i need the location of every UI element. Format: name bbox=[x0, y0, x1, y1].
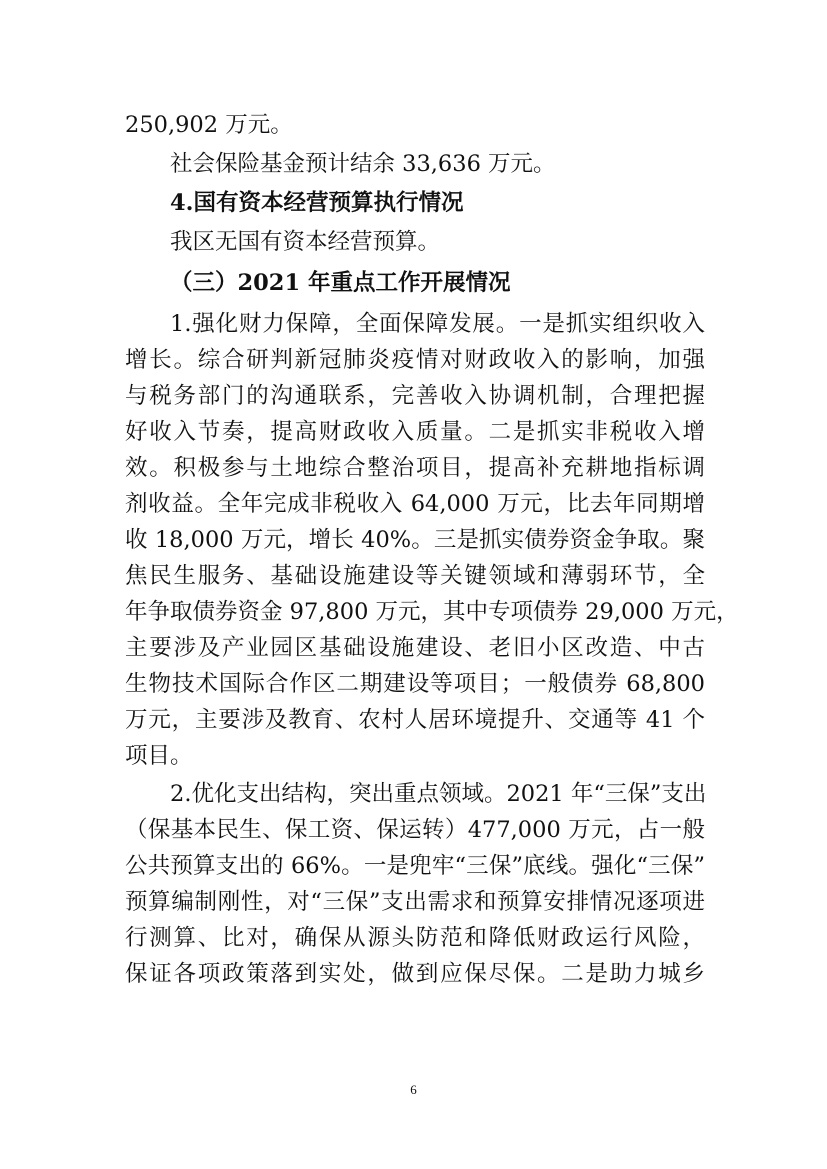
section-heading: 4.国有资本经营预算执行情况 bbox=[170, 190, 464, 216]
text-line: 保证各项政策落到实处，做到应保尽保。二是助力城乡 bbox=[125, 961, 705, 987]
text-line: 焦民生服务、基础设施建设等关键领域和薄弱环节，全 bbox=[125, 563, 705, 589]
text-line: 行测算、比对，确保从源头防范和降低财政运行风险， bbox=[125, 925, 705, 951]
text-line: 主要涉及产业园区基础设施建设、老旧小区改造、中古 bbox=[125, 635, 705, 661]
text-line: 社会保险基金预计结余 33,636 万元。 bbox=[170, 151, 556, 177]
text-line: 250,902 万元。 bbox=[125, 112, 293, 138]
text-line: 1.强化财力保障，全面保障发展。一是抓实组织收入 bbox=[170, 311, 705, 337]
section-heading: （三）2021 年重点工作开展情况 bbox=[170, 270, 511, 296]
text-line: 好收入节奏，提高财政收入质量。二是抓实非税收入增 bbox=[125, 419, 705, 445]
text-line: 效。积极参与土地综合整治项目，提高补充耕地指标调 bbox=[125, 455, 705, 481]
text-line: 与税务部门的沟通联系，完善收入协调机制，合理把握 bbox=[125, 383, 705, 409]
text-line: 生物技术国际合作区二期建设等项目；一般债券 68,800 bbox=[125, 671, 705, 697]
text-line: 公共预算支出的 66%。一是兜牢“三保”底线。强化“三保” bbox=[125, 853, 705, 879]
text-line: （保基本民生、保工资、保运转）477,000 万元，占一般 bbox=[125, 817, 705, 843]
text-line: 增长。综合研判新冠肺炎疫情对财政收入的影响，加强 bbox=[125, 347, 705, 373]
text-line: 2.优化支出结构，突出重点领域。2021 年“三保”支出 bbox=[170, 781, 707, 807]
text-line: 项目。 bbox=[125, 743, 193, 769]
text-line: 万元，主要涉及教育、农村人居环境提升、交通等 41 个 bbox=[125, 707, 705, 733]
text-line: 年争取债券资金 97,800 万元，其中专项债券 29,000 万元， bbox=[125, 599, 739, 625]
text-line: 收 18,000 万元，增长 40%。三是抓实债券资金争取。聚 bbox=[125, 527, 705, 553]
text-line: 剂收益。全年完成非税收入 64,000 万元，比去年同期增 bbox=[125, 491, 705, 517]
page-number: 6 bbox=[410, 1082, 417, 1097]
text-line: 我区无国有资本经营预算。 bbox=[170, 229, 441, 255]
text-line: 预算编制刚性，对“三保”支出需求和预算安排情况逐项进 bbox=[125, 889, 705, 915]
